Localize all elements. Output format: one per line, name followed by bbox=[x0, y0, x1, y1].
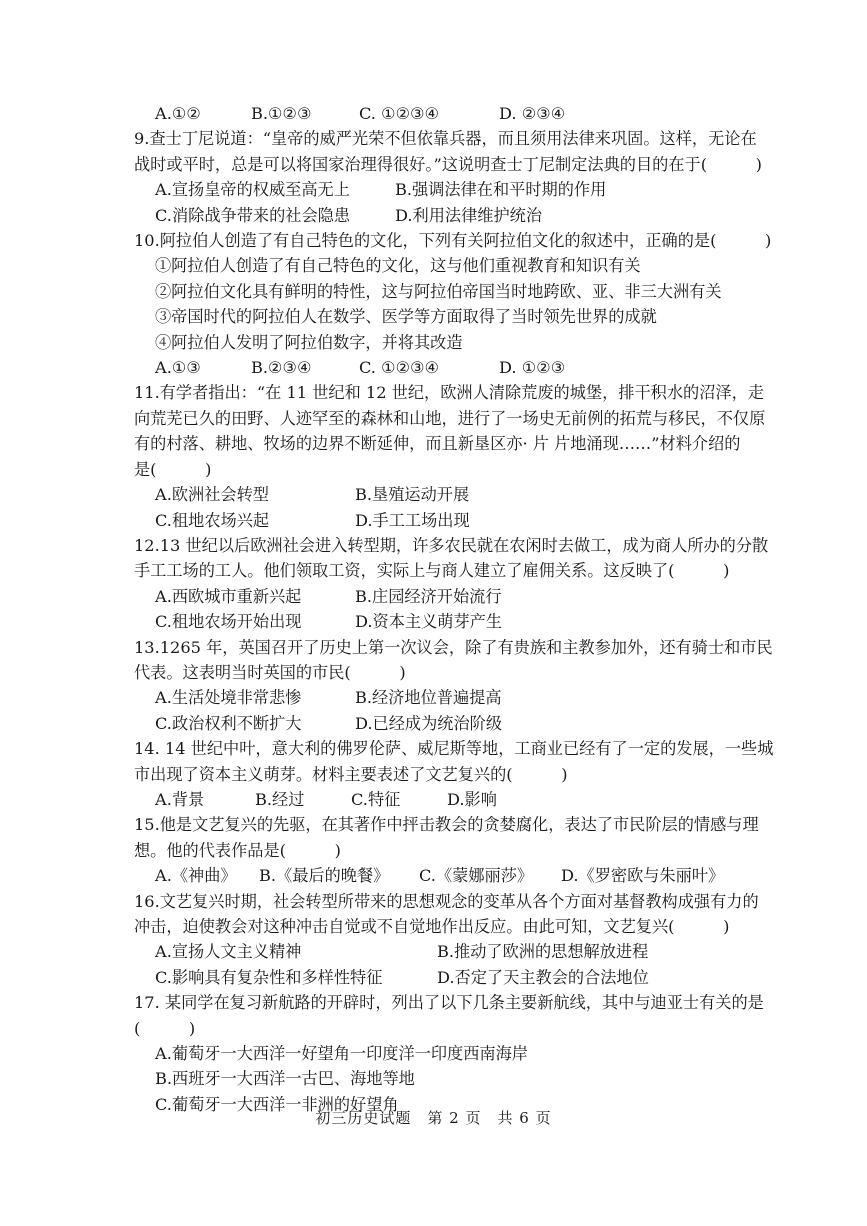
option-line: B.西班牙一大西洋一古巴、海地等地 bbox=[155, 1069, 415, 1089]
page-footer: 初三历史试题 第 2 页 共 6 页 bbox=[315, 1109, 552, 1127]
answer-option: B.推动了欧洲的思想解放进程 bbox=[437, 942, 649, 962]
answer-option: C.租地农场开始出现 bbox=[155, 612, 302, 632]
question-text-line: 想。他的代表作品是( ) bbox=[134, 840, 341, 860]
option-row bbox=[134, 482, 752, 507]
answer-option: D.利用法律维护统治 bbox=[395, 205, 543, 225]
option-row bbox=[134, 711, 752, 736]
answer-option: D.已经成为统治阶级 bbox=[355, 713, 503, 733]
option-row bbox=[134, 609, 752, 634]
answer-option: A.西欧城市重新兴起 bbox=[155, 586, 302, 606]
answer-option: A.《神曲》 bbox=[155, 866, 237, 886]
option-line: ①阿拉伯人创造了有自己特色的文化，这与他们重视教育和知识有关 bbox=[155, 256, 641, 276]
question-text-line: 12.13 世纪以后欧洲社会进入转型期，许多农民就在农闲时去做工，成为商人所办的分散 bbox=[134, 535, 769, 555]
question-text-line: 有的村落、耕地、牧场的边界不断延伸，而且新垦区亦· 片 片地涌现……”材料介绍的 bbox=[134, 434, 741, 454]
answer-option: A.生活处境非常悲惨 bbox=[155, 688, 302, 708]
question-text-line: 向荒芜已久的田野、人迹罕至的森林和山地，进行了一场史无前例的拓荒与移民，不仅原 bbox=[134, 408, 766, 428]
option-row bbox=[134, 939, 752, 964]
answer-option: C.特征 bbox=[351, 789, 401, 809]
option-line: ④阿拉伯人发明了阿拉伯数字，并将其改造 bbox=[155, 332, 463, 352]
option-row bbox=[134, 177, 752, 202]
answer-option: D. ①②③ bbox=[499, 358, 566, 378]
answer-option: A.宣扬人文主义精神 bbox=[155, 942, 302, 962]
answer-option: A.背景 bbox=[155, 789, 205, 809]
answer-option: C.影响具有复杂性和多样性特征 bbox=[155, 967, 383, 987]
question-text-line: 代表。这表明当时英国的市民( ) bbox=[134, 662, 406, 682]
answer-option: D.影响 bbox=[447, 789, 497, 809]
option-row bbox=[134, 355, 752, 380]
answer-option: B.经过 bbox=[255, 789, 305, 809]
question-text-line: 17. 某同学在复习新航路的开辟时，列出了以下几条主要新航线，其中与迪亚士有关的是 bbox=[134, 993, 764, 1013]
answer-option: D.手工工场出现 bbox=[355, 510, 470, 530]
question-text-line: 9.查士丁尼说道：“皇帝的威严光荣不但依靠兵器，而且须用法律来巩固。这样，无论在 bbox=[134, 129, 757, 149]
option-line: ③帝国时代的阿拉伯人在数学、医学等方面取得了当时领先世界的成就 bbox=[155, 307, 657, 327]
option-row bbox=[134, 203, 752, 228]
answer-option: A.①③ bbox=[155, 358, 201, 378]
option-line: ②阿拉伯文化具有鲜明的特性，这与阿拉伯帝国当时地跨欧、亚、非三大洲有关 bbox=[155, 281, 722, 301]
option-line: C.葡萄牙一大西洋一非洲的好望角 bbox=[155, 1094, 399, 1114]
option-row bbox=[134, 863, 752, 888]
answer-option: D. ②③④ bbox=[499, 104, 566, 123]
answer-option: A.欧洲社会转型 bbox=[155, 485, 269, 505]
answer-option: B.②③④ bbox=[251, 358, 312, 378]
question-text-line: 15.他是文艺复兴的先驱，在其著作中抨击教会的贪婪腐化，表达了市民阶层的情感与理 bbox=[134, 815, 759, 835]
answer-option: B.垦殖运动开展 bbox=[355, 485, 470, 505]
answer-option: C.租地农场兴起 bbox=[155, 510, 270, 530]
answer-option: B.强调法律在和平时期的作用 bbox=[395, 180, 607, 200]
question-text-line: 14. 14 世纪中叶，意大利的佛罗伦萨、威尼斯等地，工商业已经有了一定的发展，一些城 bbox=[134, 739, 774, 759]
answer-option: C.政治权利不断扩大 bbox=[155, 713, 302, 733]
question-text-line: ( ) bbox=[134, 1018, 196, 1038]
answer-option: A.①② bbox=[155, 104, 201, 123]
answer-option: C. ①②③④ bbox=[359, 358, 440, 378]
answer-option: B.经济地位普遍提高 bbox=[355, 688, 502, 708]
option-row bbox=[134, 965, 752, 990]
question-text-line: 冲击，迫使教会对这种冲击自觉或不自觉地作出反应。由此可知，文艺复兴( ) bbox=[134, 917, 730, 936]
answer-option: C.《蒙娜丽莎》 bbox=[419, 866, 534, 886]
question-text-line: 16.文艺复兴时期，社会转型所带来的思想观念的变革从各个方面对基督教构成强有力的 bbox=[134, 891, 759, 911]
option-row bbox=[134, 787, 752, 812]
answer-option: D.否定了天主教会的合法地位 bbox=[437, 967, 649, 987]
option-row bbox=[134, 685, 752, 710]
answer-option: A.宣扬皇帝的权威至高无上 bbox=[155, 180, 350, 200]
question-text-line: 11.有学者指出：“在 11 世纪和 12 世纪，欧洲人清除荒废的城堡，排干积水的沼泽，走 bbox=[134, 383, 764, 403]
question-text-line: 13.1265 年，英国召开了历史上第一次议会，除了有贵族和主教参加外，还有骑士和市民 bbox=[134, 637, 773, 657]
answer-option: D.资本主义萌芽产生 bbox=[355, 612, 503, 632]
question-list bbox=[134, 101, 774, 1117]
answer-option: C.消除战争带来的社会隐患 bbox=[155, 205, 351, 225]
question-text-line: 手工工场的工人。他们领取工资，实际上与商人建立了雇佣关系。这反映了( ) bbox=[134, 561, 730, 581]
question-text-line: 市出现了资本主义萌芽。材料主要表述了文艺复兴的( ) bbox=[134, 764, 568, 784]
option-row bbox=[134, 508, 752, 533]
answer-option: B.庄园经济开始流行 bbox=[355, 586, 502, 606]
option-row bbox=[134, 584, 752, 609]
answer-option: B.①②③ bbox=[251, 104, 312, 123]
answer-option: D.《罗密欧与朱丽叶》 bbox=[561, 866, 725, 886]
answer-option: B.《最后的晚餐》 bbox=[259, 866, 390, 886]
question-text-line: 战时或平时，总是可以将国家治理得很好。”这说明查士丁尼制定法典的目的在于( ) bbox=[134, 154, 762, 174]
question-text-line: 是( ) bbox=[134, 459, 212, 479]
answer-option: C. ①②③④ bbox=[359, 104, 440, 123]
option-line: A.葡萄牙一大西洋一好望角一印度洋一印度西南海岸 bbox=[155, 1044, 528, 1064]
question-text-line: 10.阿拉伯人创造了有自己特色的文化，下列有关阿拉伯文化的叙述中，正确的是( ) bbox=[134, 231, 772, 251]
option-row bbox=[134, 101, 752, 126]
